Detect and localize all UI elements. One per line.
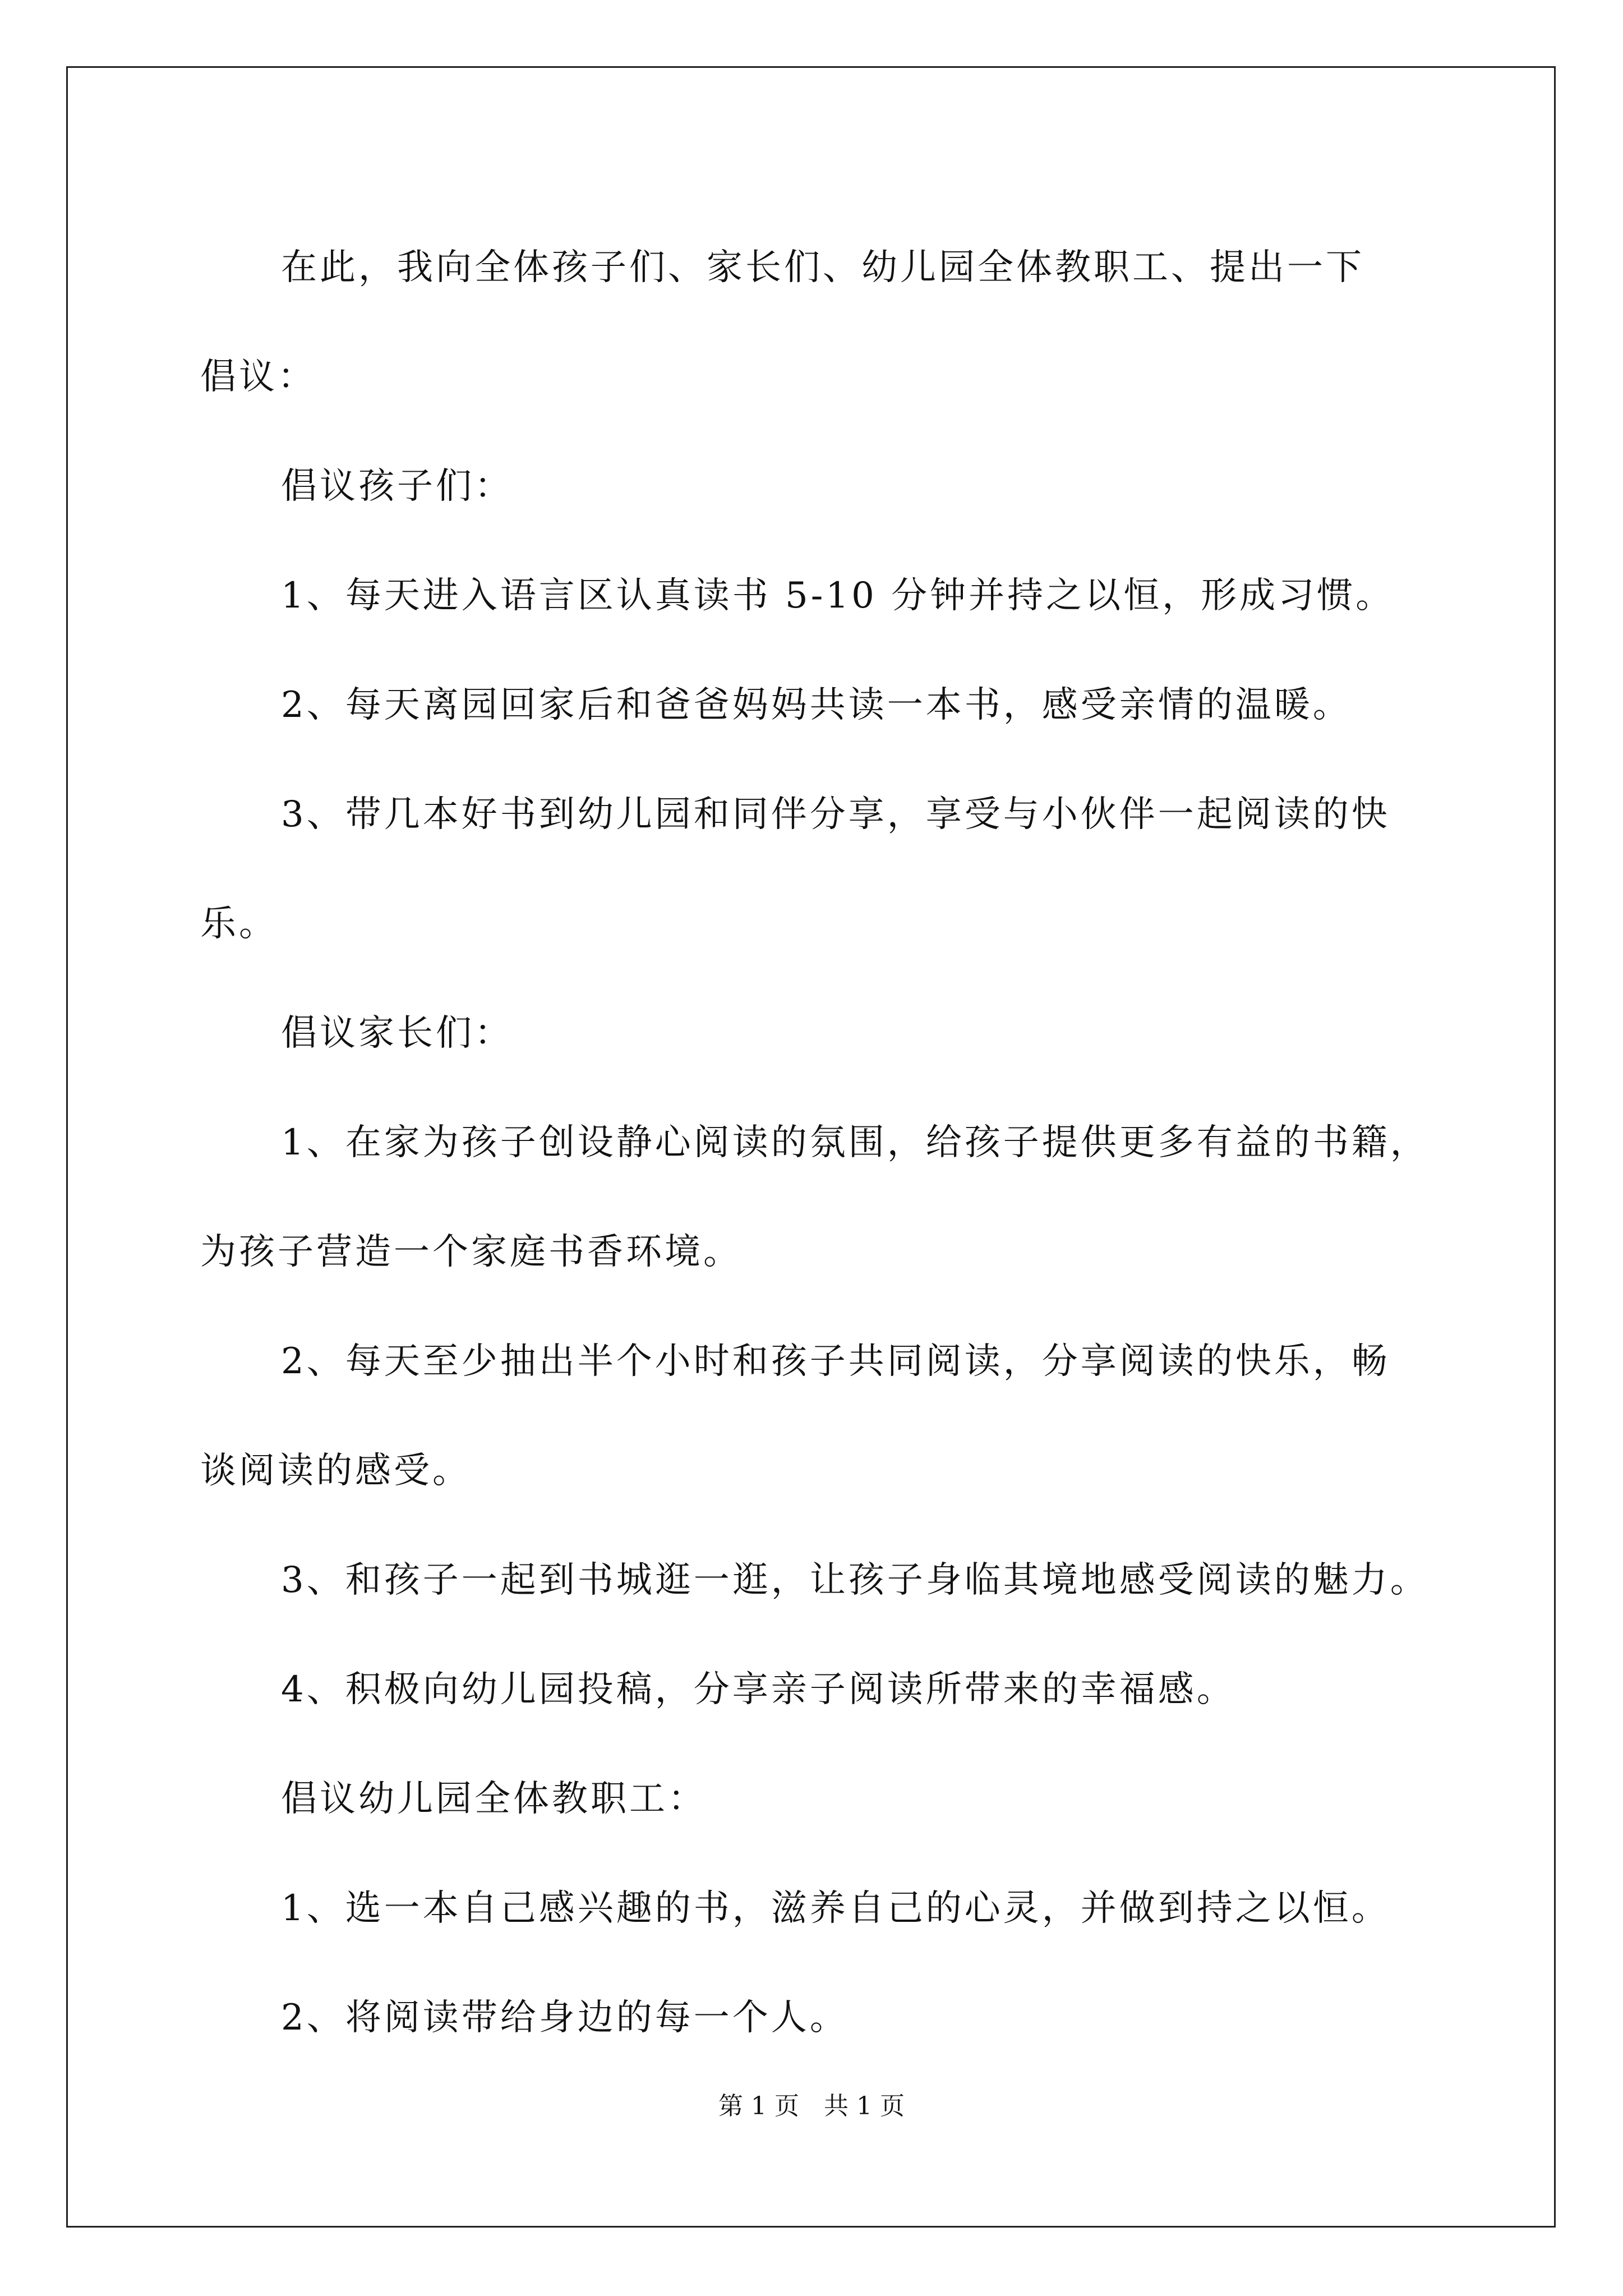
list-item: 1、每天进入语言区认真读书 5-10 分钟并持之以恒，形成习惯。 [281,575,1395,616]
list-item: 2、将阅读带给身边的每一个人。 [281,1997,849,2039]
document-body [200,213,1429,2073]
page-number-footer: 第 1 页 共 1 页 [718,2092,905,2120]
paragraph-line: 在此，我向全体孩子们、家长们、幼儿园全体教职工、提出一下 [281,247,1364,288]
paragraph-line: 倡议： [200,356,316,398]
list-item-continuation: 为孩子营造一个家庭书香环境。 [200,1231,742,1273]
list-item: 1、选一本自己感兴趣的书，滋养自己的心灵，并做到持之以恒。 [281,1888,1390,1929]
list-item-continuation: 谈阅读的感受。 [200,1450,471,1492]
list-item: 4、积极向幼儿园投稿，分享亲子阅读所带来的幸福感。 [281,1669,1235,1710]
list-item: 3、和孩子一起到书城逛一逛，让孩子身临其境地感受阅读的魅力。 [281,1559,1429,1601]
list-item: 2、每天离园回家后和爸爸妈妈共读一本书，感受亲情的温暖。 [281,684,1352,726]
list-item: 2、每天至少抽出半个小时和孩子共同阅读，分享阅读的快乐，畅 [281,1341,1390,1382]
list-item: 3、带几本好书到幼儿园和同伴分享，享受与小伙伴一起阅读的快 [281,794,1390,835]
list-item-continuation: 乐。 [200,903,278,945]
list-item: 1、在家为孩子创设静心阅读的氛围，给孩子提供更多有益的书籍， [281,1122,1429,1163]
section-heading-children: 倡议孩子们： [281,466,513,507]
section-heading-staff: 倡议幼儿园全体教职工： [281,1778,707,1820]
section-heading-parents: 倡议家长们： [281,1013,513,1054]
